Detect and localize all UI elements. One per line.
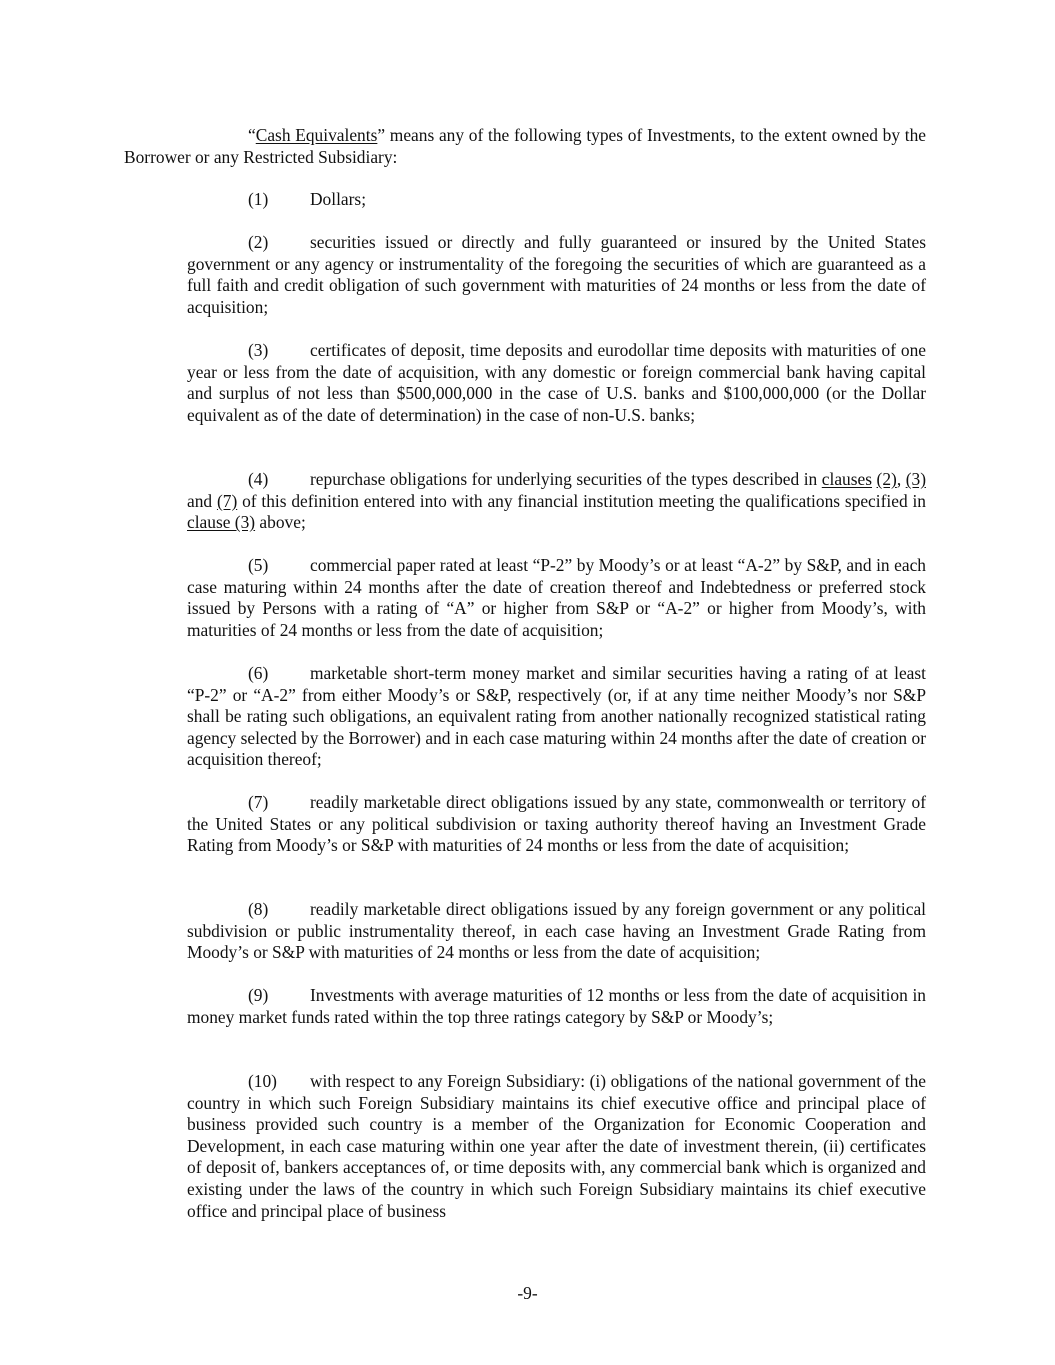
clause-number: (6): [248, 663, 269, 683]
clause-1: [187, 189, 926, 211]
clause-number: (3): [248, 340, 269, 360]
open-quote: “: [248, 125, 256, 145]
clause-7: [187, 792, 926, 857]
clause-number: (4): [248, 469, 269, 489]
clause-number: (7): [248, 792, 269, 812]
clause-text: above;: [255, 512, 306, 533]
clause-5: [187, 555, 926, 641]
clause-text: marketable short-term money market and similar securities having a rating of at least “P-2” or “A-2” from either Moody’s or S&P, respectively (or, if at any time neither Moody’s nor S&P shall be rating such obligations, an equivalent rating from another nationally recognized statistical rating agency selected by the Borrower) and in each case maturing within 24 months after the date of creation or acquisition thereof;: [187, 663, 926, 770]
clause-number: (2): [248, 232, 269, 252]
clause-text: Dollars;: [310, 189, 367, 209]
clause-reference: (3): [905, 469, 926, 489]
separator-text: and: [187, 490, 217, 511]
clause-number: (10): [248, 1071, 277, 1091]
clause-text: securities issued or directly and fully guaranteed or insured by the United States government or any agency or instrumentality of the foregoing the securities of which are guaranteed as a full faith and credit obligation of such government with maturities of 24 months or less from the date of acquisition;: [187, 232, 926, 317]
clause-6: [187, 663, 926, 771]
clause-text: certificates of deposit, time deposits and eurodollar time deposits with maturities of one year or less from the date of acquisition, with any domestic or foreign commercial bank having capital and surplus of not less than $500,000,000 in the case of U.S. banks and $100,000,000 (or the Dollar equivalent as of the date of determination) in the case of non-U.S. banks;: [187, 340, 926, 425]
clause-number: (9): [248, 985, 269, 1005]
clause-number: (1): [248, 189, 269, 209]
clause-number: (5): [248, 555, 269, 575]
clause-text: readily marketable direct obligations issued by any foreign government or any political subdivision or public instrumentality thereof, in each case having an Investment Grade Rating from Moody’s or S&P with maturities of 24 months or less from the date of acquisition;: [187, 899, 926, 963]
clause-10: [187, 1071, 926, 1222]
clause-text: commercial paper rated at least “P-2” by Moody’s or at least “A-2” by S&P, and in each case maturing within 24 months after the date of creation thereof and Indebtedness or preferred stock issued by Persons with a rating of “A” or higher from S&P or “A-2” or higher from Moody’s, with maturities of 24 months or less from the date of acquisition;: [187, 555, 926, 640]
clause-text: readily marketable direct obligations issued by any state, commonwealth or territory of the United States or any political subdivision or taxing authority thereof having an Investment Grade Rating from Moody’s or S&P with maturities of 24 months or less from the date of acquisition;: [187, 792, 926, 856]
clause-reference: clauses: [821, 469, 873, 489]
definition-text: ” means any of the following types of Investments, to the extent owned by the Borrower or any Restricted Subsidiary:: [124, 125, 926, 167]
clause-text: repurchase obligations for underlying securities of the types described in: [310, 469, 822, 489]
clause-text: of this definition entered into with any financial institution meeting the qualifications specified in: [237, 490, 926, 511]
clause-number: (8): [248, 899, 269, 919]
clause-text: with respect to any Foreign Subsidiary: (i) obligations of the national government of the country in which such Foreign Subsidiary maintains its chief executive office and principal place of business provided such country is a member of the Organization for Economic Cooperation and Development, in each case maturing within one year after the date of investment therein, (ii) certificates of deposit of, bankers acceptances of, or time deposits with, any commercial bank which is organized and existing under the laws of the country in which such Foreign Subsidiary maintains its chief executive office and principal place of business: [187, 1071, 926, 1221]
definition-paragraph: [124, 125, 926, 168]
clause-reference: (2): [876, 469, 897, 489]
defined-term: Cash Equivalents: [255, 125, 378, 145]
clause-text: Investments with average maturities of 12 months or less from the date of acquisition in money market funds rated within the top three ratings category by S&P or Moody’s;: [187, 985, 926, 1027]
clause-reference: (7): [216, 490, 238, 511]
page-number: -9-: [517, 1283, 538, 1303]
clause-8: [187, 899, 926, 964]
clause-4: [187, 469, 926, 534]
clause-3: [187, 340, 926, 426]
clause-2: [187, 232, 926, 318]
clause-reference: clause (3): [187, 512, 256, 533]
separator-text: ,: [896, 469, 906, 489]
clause-9: [187, 985, 926, 1028]
